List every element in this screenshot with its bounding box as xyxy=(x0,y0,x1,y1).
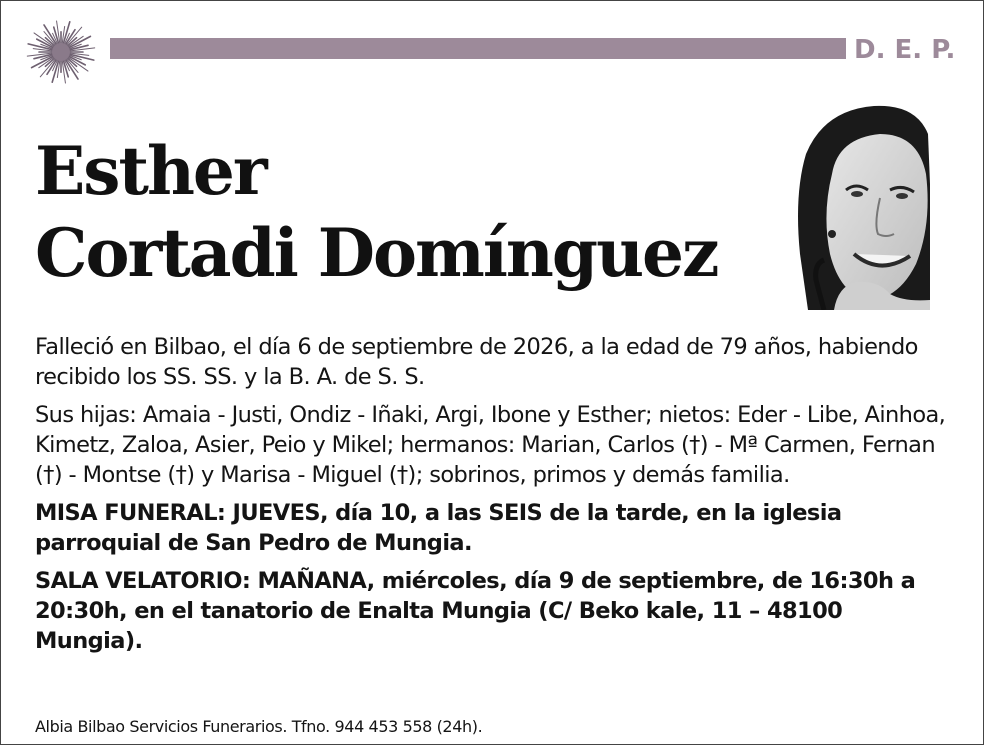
portrait-photo xyxy=(794,104,930,310)
header-bar xyxy=(110,38,846,59)
death-paragraph: Falleció en Bilbao, el día 6 de septiembre de 2026, a la edad de 79 años, habiendo recibido los SS. SS. y la B. A. de S. S. xyxy=(35,334,918,390)
deceased-name xyxy=(35,130,718,294)
funeral-home-footer: Albia Bilbao Servicios Funerarios. Tfno. 944 453 558 (24h). xyxy=(35,717,483,736)
first-name: Esther xyxy=(35,132,266,210)
family-paragraph: Sus hijas: Amaia - Justi, Ondiz - Iñaki, Argi, Ibone y Esther; nietos: Eder - Libe, Ainhoa, Kimetz, Zaloa, Asier, Peio y Mikel; hermanos: Marian, Carlos (†) - Mª Carmen, Fernan (†) - Montse (†) y Marisa - Miguel (†); sobrinos, primos y demás familia. xyxy=(35,402,946,488)
thistle-flower-icon xyxy=(18,12,104,94)
funeral-paragraph: MISA FUNERAL: JUEVES, día 10, a las SEIS de la tarde, en la iglesia parroquial de San Pedro de Mungia. xyxy=(35,500,842,556)
obituary-body xyxy=(35,332,955,664)
dep-label: D. E. P. xyxy=(854,35,956,65)
wake-paragraph: SALA VELATORIO: MAÑANA, miércoles, día 9 de septiembre, de 16:30h a 20:30h, en el tanatorio de Enalta Mungia (C/ Beko kale, 11 – 48100 Mungia). xyxy=(35,568,916,654)
surnames: Cortadi Domínguez xyxy=(35,214,718,292)
